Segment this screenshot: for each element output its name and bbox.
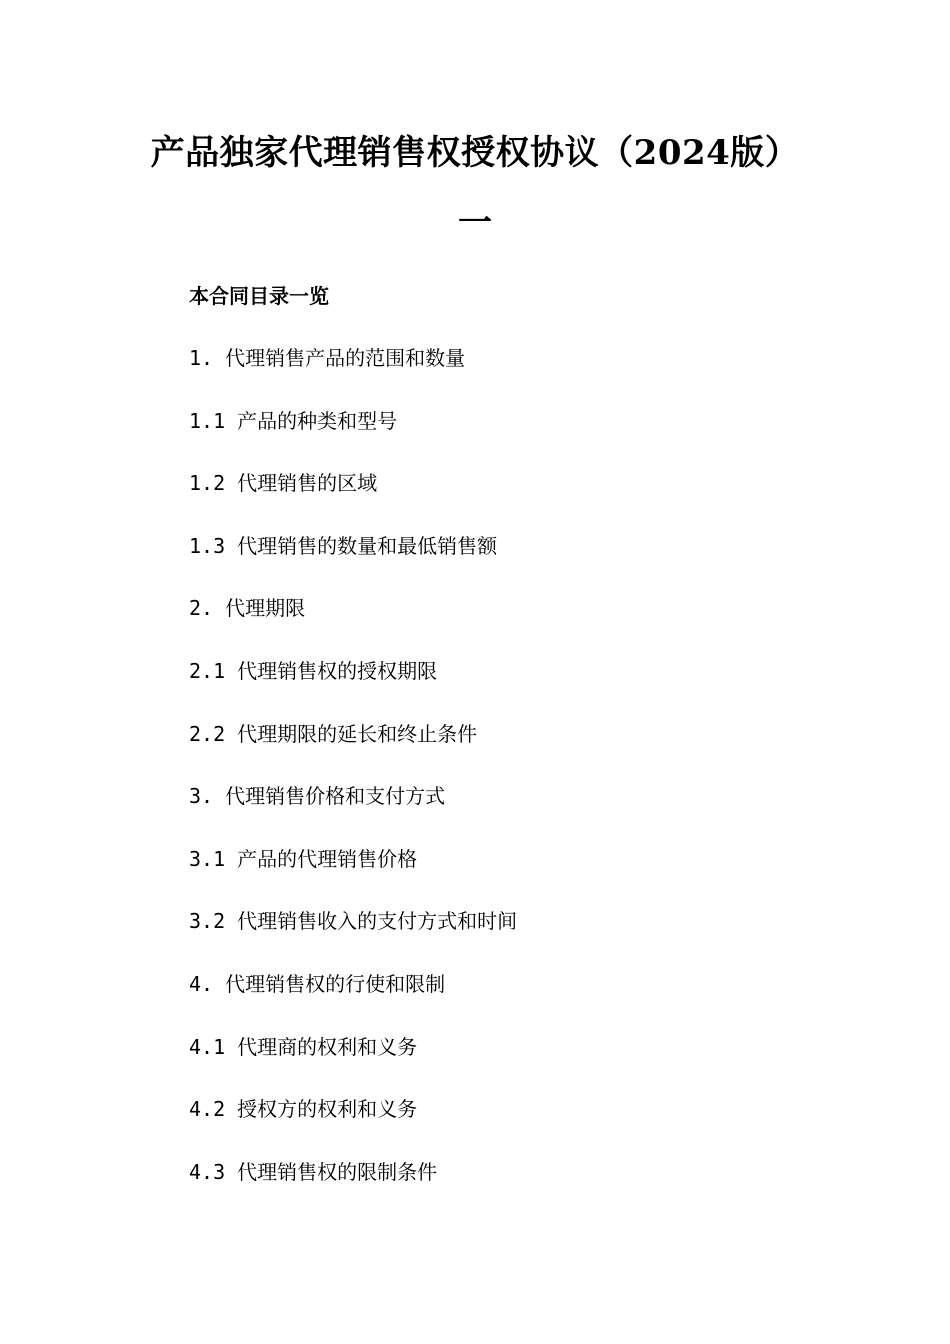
- toc-item: 2. 代理期限: [189, 596, 306, 621]
- toc-item: 1.2 代理销售的区域: [189, 471, 378, 496]
- toc-item: 4.1 代理商的权利和义务: [189, 1034, 418, 1059]
- document-subtitle: 一: [458, 203, 492, 243]
- table-of-contents: [189, 280, 889, 1218]
- toc-item: 1.1 产品的种类和型号: [189, 408, 398, 433]
- toc-item: 1. 代理销售产品的范围和数量: [189, 346, 466, 370]
- toc-heading: 本合同目录一览: [189, 284, 329, 308]
- toc-item: 4.2 授权方的权利和义务: [189, 1097, 418, 1122]
- toc-item: 4. 代理销售权的行使和限制: [189, 971, 446, 996]
- toc-item: 2.2 代理期限的延长和终止条件: [189, 721, 478, 746]
- toc-item: 3.1 产品的代理销售价格: [189, 846, 418, 871]
- toc-item: 3. 代理销售价格和支付方式: [189, 784, 446, 809]
- toc-item: 2.1 代理销售权的授权期限: [189, 658, 438, 683]
- toc-item: 4.3 代理销售权的限制条件: [189, 1159, 438, 1184]
- toc-item: 1.3 代理销售的数量和最低销售额: [189, 533, 498, 558]
- document-title: 产品独家代理销售权授权协议（2024版）: [150, 133, 800, 173]
- toc-item: 3.2 代理销售收入的支付方式和时间: [189, 909, 518, 934]
